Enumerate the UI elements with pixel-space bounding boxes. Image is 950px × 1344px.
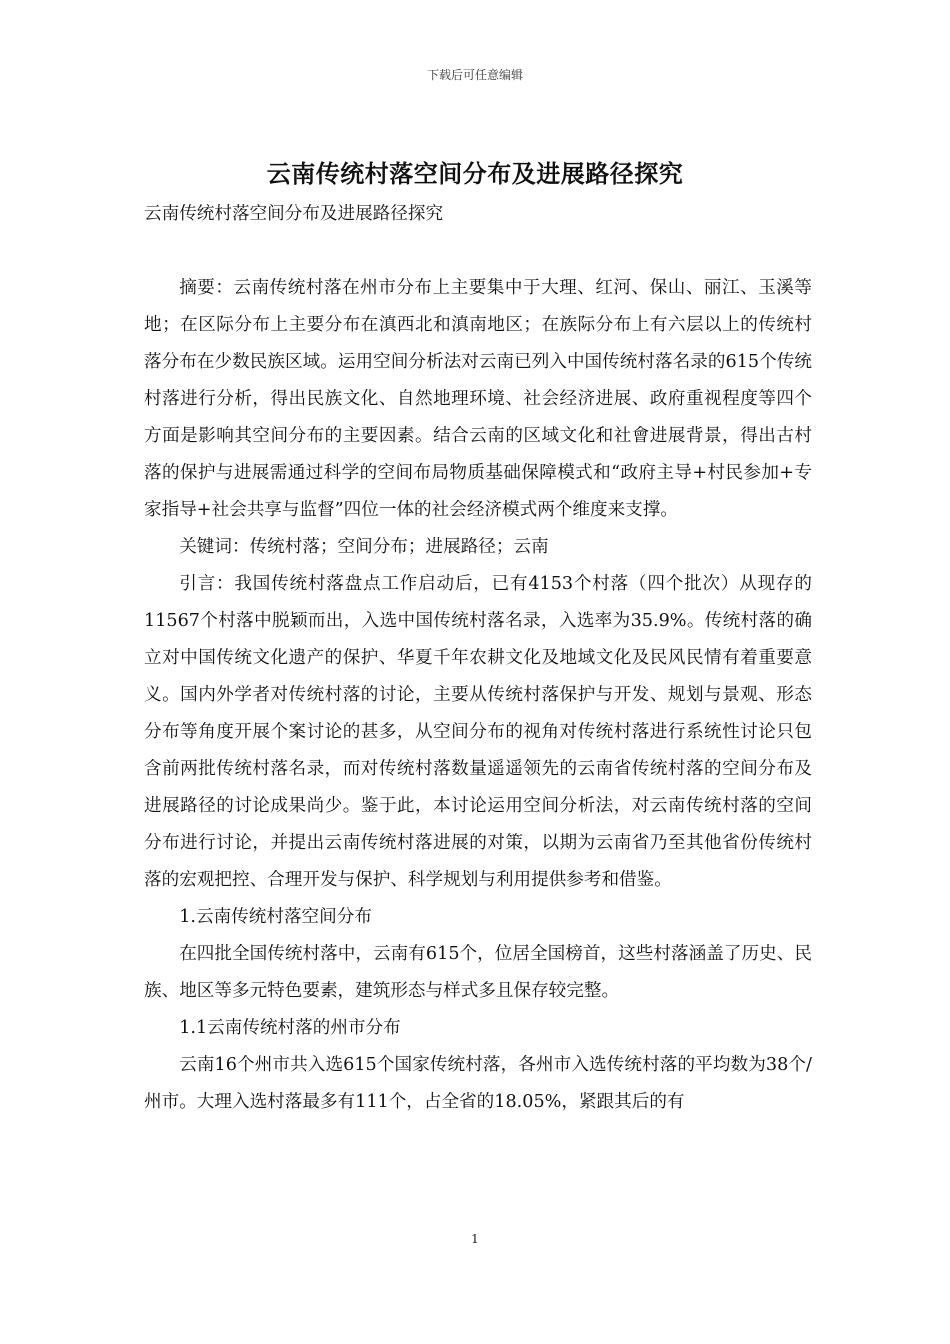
intro-paragraph: 引言：我国传统村落盘点工作启动后，已有4153个村落（四个批次）从现存的11567个村落中脱颖而出，入选中国传统村落名录，入选率为35.9%。传统村落的确立对中国传统文化遗产的保护、华夏千年农耕文化及地域文化及民风民情有着重要意义。国内外学者对传统村落的讨论，主要从传统村落保护与开发、规划与景观、形态分布等角度开展个案讨论的甚多，从空间分布的视角对传统村落进行系统性讨论只包含前两批传统村落名录，而对传统村落数量遥遥领先的云南省传统村落的空间分布及进展路径的讨论成果尚少。鉴于此，本讨论运用空间分析法，对云南传统村落的空间分布进行讨论，并提出云南传统村落进展的对策，以期为云南省乃至其他省份传统村落的宏观把控、合理开发与保护、科学规划与利用提供参考和借鉴。: [144, 574, 812, 890]
page-number: 1: [471, 1232, 479, 1246]
keywords-paragraph: 关键词：传统村落；空间分布；进展路径；云南: [179, 537, 549, 557]
page-header: 下载后可任意编辑: [426, 68, 523, 82]
document-subtitle: 云南传统村落空间分布及进展路径探究: [144, 204, 444, 224]
section-1-1-paragraph: 云南16个州市共入选615个国家传统村落，各州市入选传统村落的平均数为38个/州市。大理入选村落最多有111个，占全省的18.05%，紧跟其后的有: [144, 1055, 812, 1112]
section-1-1-heading: 1.1云南传统村落的州市分布: [179, 1018, 401, 1038]
document-body: [144, 196, 812, 1121]
abstract-paragraph: 摘要：云南传统村落在州市分布上主要集中于大理、红河、保山、丽江、玉溪等地；在区际分布上主要分布在滇西北和滇南地区；在族际分布上有六层以上的传统村落分布在少数民族区域。运用空间分析法对云南已列入中国传统村落名录的615个传统村落进行分析，得出民族文化、自然地理环境、社会经济进展、政府重视程度等四个方面是影响其空间分布的主要因素。结合云南的区域文化和社會进展背景，得出古村落的保护与进展需通过科学的空间布局物质基础保障模式和“政府主导+村民参加+专家指导+社会共享与监督”四位一体的社会经济模式两个维度来支撑。: [144, 278, 812, 520]
section-1-heading: 1.云南传统村落空间分布: [179, 907, 372, 927]
section-1-paragraph: 在四批全国传统村落中，云南有615个，位居全国榜首，这些村落涵盖了历史、民族、地区等多元特色要素，建筑形态与样式多且保存较完整。: [144, 944, 812, 1001]
document-title: 云南传统村落空间分布及进展路径探究: [266, 160, 684, 188]
